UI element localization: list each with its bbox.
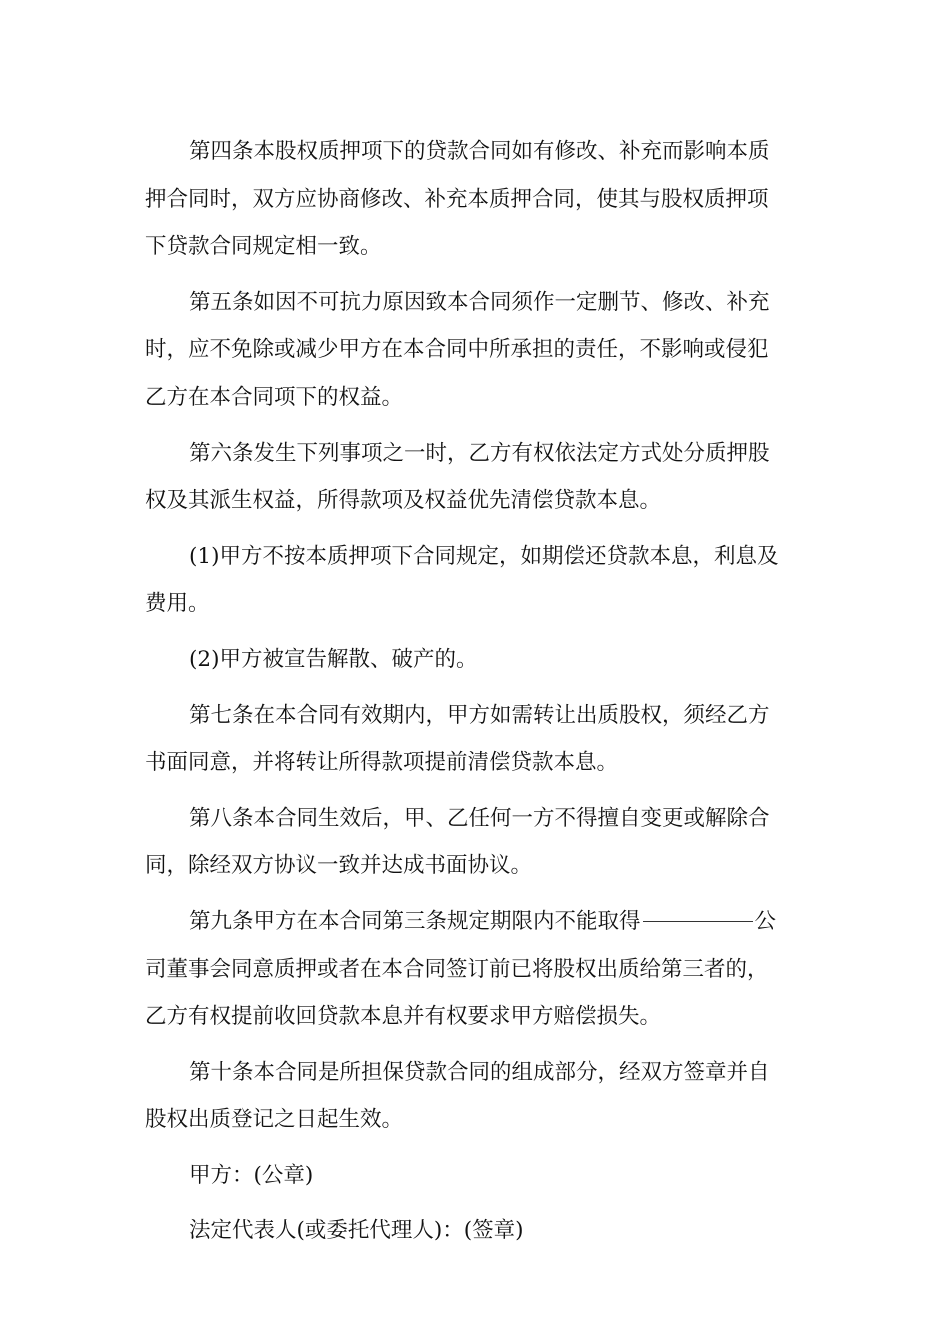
- paragraph-article-10: [145, 1049, 805, 1144]
- text-line: 时，应不免除或减少甲方在本合同中所承担的责任，不影响或侵犯: [145, 337, 769, 363]
- text-line: 第八条本合同生效后，甲、乙任何一方不得擅自变更或解除合: [189, 805, 770, 831]
- text-line: 费用。: [145, 591, 210, 617]
- text-line: 第四条本股权质押项下的贷款合同如有修改、补充而影响本质: [189, 139, 770, 164]
- paragraph-article-5: [145, 279, 805, 422]
- text-line: 司董事会同意质押或者在本合同签订前已将股权出质给第三者的，: [145, 956, 769, 982]
- party-a-signature-line: [145, 1152, 805, 1200]
- paragraph-article-6-item-1: [145, 533, 805, 628]
- text-line: 下贷款合同规定相一致。: [145, 234, 382, 260]
- text-line: 第十条本合同是所担保贷款合同的组成部分，经双方签章并自: [189, 1059, 770, 1085]
- text-line: 权及其派生权益，所得款项及权益优先清偿贷款本息。: [145, 488, 662, 514]
- text-line: 乙方有权提前收回贷款本息并有权要求甲方赔偿损失。: [145, 1004, 662, 1030]
- text-line: 法定代表人(或委托代理人)：(签章): [189, 1218, 524, 1244]
- text-line: 乙方在本合同项下的权益。: [145, 384, 404, 410]
- text-segment: 第九条甲方在本合同第三条规定期限内不能取得: [189, 908, 641, 934]
- paragraph-article-6-item-2: [145, 636, 805, 684]
- text-line: 第六条发生下列事项之一时，乙方有权依法定方式处分质押股: [189, 440, 770, 466]
- paragraph-article-9: [145, 898, 805, 1041]
- text-line: 第五条如因不可抗力原因致本合同须作一定删节、修改、补充: [189, 289, 770, 315]
- text-line: 第七条在本合同有效期内，甲方如需转让出质股权，须经乙方: [189, 702, 770, 728]
- text-line: (2)甲方被宣告解散、破产的。: [189, 646, 478, 672]
- contract-body: [145, 128, 805, 1263]
- text-line: 同，除经双方协议一致并达成书面协议。: [145, 853, 533, 879]
- paragraph-article-4: [145, 128, 805, 271]
- text-line: 押合同时，双方应协商修改、补充本质押合同，使其与股权质押项: [145, 186, 769, 212]
- paragraph-article-7: [145, 692, 805, 787]
- text-segment: 公: [754, 908, 777, 934]
- paragraph-article-6: [145, 430, 805, 525]
- legal-representative-signature-line: [145, 1207, 805, 1255]
- paragraph-article-8: [145, 795, 805, 890]
- text-line: 甲方：(公章): [189, 1162, 314, 1188]
- text-line: 股权出质登记之日起生效。: [145, 1107, 404, 1133]
- fill-in-blank: [643, 920, 753, 922]
- text-line: 书面同意，并将转让所得款项提前清偿贷款本息。: [145, 750, 619, 776]
- text-line-with-blank: [145, 898, 805, 946]
- text-line: (1)甲方不按本质押项下合同规定，如期偿还贷款本息，利息及: [189, 543, 779, 569]
